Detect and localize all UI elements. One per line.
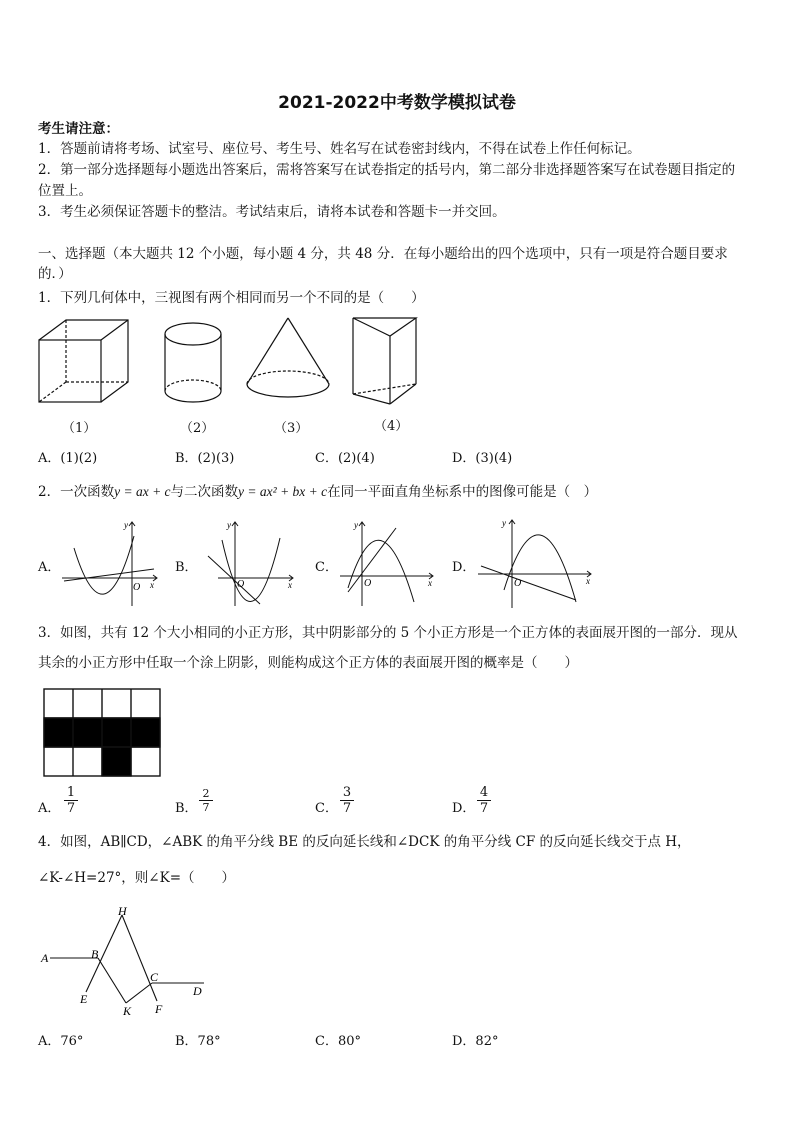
axis-x-label: x bbox=[150, 580, 154, 590]
q2-stem bbox=[38, 482, 597, 502]
q2-stem-part: 在同一平面直角坐标系中的图像可能是（ ） bbox=[327, 484, 598, 500]
parabola bbox=[348, 540, 414, 602]
line-hf bbox=[122, 915, 157, 1001]
parabola bbox=[222, 538, 280, 602]
q1-stem: 1．下列几何体中，三视图有两个相同而另一个不同的是（ ） bbox=[38, 290, 425, 306]
q4-stem-cont: ∠K-∠H=27°，则∠K=（ ） bbox=[38, 870, 236, 886]
q2-option-c[interactable]: C． bbox=[315, 560, 338, 575]
notice-item: 1．答题前请将考场、试室号、座位号、考生号、姓名写在试卷密封线内，不得在试卷上作任何标记。 bbox=[38, 141, 641, 157]
notice-heading: 考生请注意： bbox=[38, 121, 119, 137]
q3-stem: 3．如图，共有 12 个大小相同的小正方形，其中阴影部分的 5 个小正方形是一个正方体的表面展开图的一部分．现从 bbox=[38, 625, 738, 641]
prism-top bbox=[353, 318, 416, 336]
q1-solids-figure bbox=[30, 312, 440, 410]
cylinder-top bbox=[165, 323, 221, 345]
q1-caption-2: （2） bbox=[180, 421, 215, 436]
q3-option-d-fraction bbox=[477, 785, 491, 816]
line bbox=[348, 528, 396, 592]
q3-stem-cont: 其余的小正方形中任取一个涂上阴影，则能构成这个正方体的表面展开图的概率是（ ） bbox=[38, 655, 578, 671]
q1-option-b[interactable]: B．(2)(3) bbox=[175, 451, 235, 466]
axis-x-label: x bbox=[586, 576, 590, 586]
axis-x-label: x bbox=[288, 580, 292, 590]
q2-stem-part: 2．一次函数 bbox=[38, 484, 115, 500]
q2-option-b[interactable]: B． bbox=[175, 560, 198, 575]
axis-y-label: y bbox=[502, 518, 506, 528]
axis-y-label: y bbox=[124, 520, 128, 530]
denominator: 7 bbox=[479, 801, 489, 816]
notice-item: 位置上。 bbox=[38, 183, 92, 199]
q3-grid-figure bbox=[43, 688, 163, 778]
cube-back-edges bbox=[39, 320, 128, 402]
q4-option-c[interactable]: C．80° bbox=[315, 1034, 361, 1049]
q1-caption-4: （4） bbox=[374, 419, 409, 434]
cube-front-face bbox=[39, 340, 101, 402]
q1-option-d[interactable]: D．(3)(4) bbox=[452, 451, 513, 466]
q1-option-a[interactable]: A．(1)(2) bbox=[38, 451, 98, 466]
denominator: 7 bbox=[202, 801, 210, 814]
line bbox=[481, 566, 576, 600]
q2-graph-c bbox=[338, 516, 438, 608]
point-label-k: K bbox=[123, 1004, 132, 1018]
line-bk bbox=[98, 958, 126, 1003]
page-title: 2021-2022中考数学模拟试卷 bbox=[278, 93, 516, 113]
parabola bbox=[504, 535, 576, 602]
numerator: 1 bbox=[64, 785, 78, 801]
section-heading: 一、选择题（本大题共 12 个小题，每小题 4 分，共 48 分．在每小题给出的四个选项中，只有一项是符合题目要求 bbox=[38, 246, 728, 262]
q2-graph-d bbox=[476, 514, 596, 610]
line bbox=[208, 556, 260, 604]
q4-option-d[interactable]: D．82° bbox=[452, 1034, 499, 1049]
section-heading-cont: 的．） bbox=[38, 266, 72, 282]
numerator: 2 bbox=[199, 787, 213, 801]
q2-quadratic-expr: y = ax² + bx + c bbox=[238, 484, 328, 499]
numerator: 4 bbox=[477, 785, 491, 801]
q3-option-d[interactable]: D． bbox=[452, 801, 476, 816]
origin-label: O bbox=[364, 578, 372, 589]
q2-linear-expr: y = ax + c bbox=[114, 484, 171, 499]
axis-x-label: x bbox=[428, 578, 432, 588]
point-label-h: H bbox=[118, 904, 127, 918]
q3-option-b[interactable]: B． bbox=[175, 801, 198, 816]
q4-option-a[interactable]: A．76° bbox=[38, 1034, 84, 1049]
axis-y-label: y bbox=[227, 520, 231, 530]
point-label-d: D bbox=[193, 984, 202, 998]
point-label-e: E bbox=[80, 992, 88, 1006]
point-label-b: B bbox=[91, 947, 99, 961]
parabola bbox=[74, 536, 134, 594]
q2-graph-a bbox=[62, 516, 162, 608]
origin-label: O bbox=[237, 579, 245, 590]
point-label-c: C bbox=[150, 970, 159, 984]
q2-stem-part: 与二次函数 bbox=[170, 484, 239, 500]
denominator: 7 bbox=[66, 801, 76, 816]
axis-y-label: y bbox=[354, 520, 358, 530]
point-label-f: F bbox=[155, 1002, 163, 1016]
q3-option-b-fraction bbox=[199, 787, 213, 814]
q3-option-a[interactable]: A． bbox=[38, 801, 61, 816]
q3-option-a-fraction bbox=[64, 785, 78, 816]
q4-stem: 4．如图，AB∥CD，∠ABK 的角平分线 BE 的反向延长线和∠DCK 的角平分线 CF 的反向延长线交于点 H， bbox=[38, 834, 691, 850]
q4-geometry-figure bbox=[36, 900, 216, 1020]
origin-label: O bbox=[514, 578, 522, 589]
q2-option-d[interactable]: D． bbox=[452, 560, 476, 575]
q4-option-b[interactable]: B．78° bbox=[175, 1034, 221, 1049]
q1-option-c[interactable]: C．(2)(4) bbox=[315, 451, 375, 466]
numerator: 3 bbox=[340, 785, 354, 801]
q1-caption-1: （1） bbox=[62, 421, 97, 436]
line bbox=[64, 569, 154, 581]
q2-graph-b bbox=[198, 516, 298, 608]
point-label-a: A bbox=[41, 951, 49, 965]
shaded-square bbox=[102, 747, 131, 776]
q2-option-a[interactable]: A． bbox=[38, 560, 61, 575]
denominator: 7 bbox=[342, 801, 352, 816]
q3-option-c-fraction bbox=[340, 785, 354, 816]
q3-option-c[interactable]: C． bbox=[315, 801, 338, 816]
q1-caption-3: （3） bbox=[274, 421, 309, 436]
notice-item: 2．第一部分选择题每小题选出答案后，需将答案写在试卷指定的括号内，第二部分非选择题答案写在试卷题目指定的 bbox=[38, 162, 736, 178]
origin-label: O bbox=[133, 582, 141, 593]
cube-hidden-edges bbox=[39, 320, 128, 402]
cone-side bbox=[247, 318, 288, 384]
line-kc bbox=[126, 983, 152, 1003]
notice-item: 3．考生必须保证答题卡的整洁。考试结束后，请将本试卷和答题卡一并交回。 bbox=[38, 204, 506, 220]
